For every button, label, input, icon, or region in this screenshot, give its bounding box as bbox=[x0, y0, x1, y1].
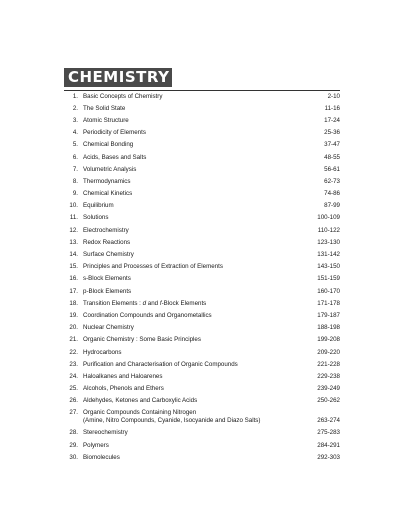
chapter-number: 7. bbox=[72, 165, 78, 173]
toc-entry[interactable] bbox=[64, 166, 340, 178]
chapter-title-line: Solutions bbox=[83, 214, 109, 222]
chapter-title bbox=[83, 141, 310, 149]
chapter-title-line: Equilibrium bbox=[83, 202, 114, 210]
chapter-title-line: The Solid State bbox=[83, 104, 126, 112]
chapter-number: 30. bbox=[69, 453, 78, 461]
chapter-number: 18. bbox=[69, 299, 78, 307]
page-range: 263-274 bbox=[317, 417, 340, 425]
toc-entry[interactable] bbox=[64, 361, 340, 373]
toc-entry[interactable] bbox=[64, 429, 340, 441]
chapter-title bbox=[83, 324, 310, 332]
chapter-title bbox=[83, 202, 310, 210]
chapter-number: 20. bbox=[69, 324, 78, 332]
chapter-number: 9. bbox=[72, 190, 78, 198]
table-of-contents bbox=[64, 88, 340, 466]
toc-entry[interactable] bbox=[64, 385, 340, 397]
page-range: 2-10 bbox=[327, 92, 340, 100]
chapter-title-line: Thermodynamics bbox=[83, 177, 131, 185]
chapter-title-line: Coordination Compounds and Organometallics bbox=[83, 311, 212, 319]
toc-entry[interactable] bbox=[64, 141, 340, 153]
toc-entry[interactable] bbox=[64, 93, 340, 105]
chapter-title bbox=[83, 373, 310, 381]
page-range: 123-130 bbox=[317, 238, 340, 246]
chapter-title-line: Redox Reactions bbox=[83, 238, 131, 246]
chapter-title bbox=[83, 154, 310, 162]
chapter-title bbox=[83, 239, 310, 247]
toc-entry[interactable] bbox=[64, 178, 340, 190]
toc-entry[interactable] bbox=[64, 202, 340, 214]
chapter-title-line: s-Block Elements bbox=[83, 275, 131, 283]
chapter-number: 8. bbox=[72, 177, 78, 185]
chapter-title-line: Biomolecules bbox=[83, 453, 120, 461]
chapter-title bbox=[83, 263, 310, 271]
page-range: 17-24 bbox=[324, 116, 340, 124]
toc-entry[interactable] bbox=[64, 214, 340, 226]
chapter-number: 15. bbox=[69, 263, 78, 271]
chapter-title-line: Acids, Bases and Salts bbox=[83, 153, 147, 161]
toc-entry[interactable] bbox=[64, 397, 340, 409]
chapter-title bbox=[83, 178, 310, 186]
toc-entry[interactable] bbox=[64, 105, 340, 117]
toc-entry[interactable] bbox=[64, 442, 340, 454]
page-range: 25-36 bbox=[324, 129, 340, 137]
chapter-title bbox=[83, 397, 310, 405]
chapter-number: 6. bbox=[72, 153, 78, 161]
chapter-title-line: Haloalkanes and Haloarenes bbox=[83, 372, 163, 380]
chapter-title bbox=[83, 93, 310, 101]
page-range: 292-303 bbox=[317, 453, 340, 461]
toc-entry[interactable] bbox=[64, 154, 340, 166]
toc-entry[interactable] bbox=[64, 263, 340, 275]
chapter-number: 1. bbox=[72, 92, 78, 100]
page-range: 221-228 bbox=[317, 360, 340, 368]
chapter-title-line: Hydrocarbons bbox=[83, 348, 122, 356]
page-range: 11-16 bbox=[324, 104, 340, 112]
chapter-number: 29. bbox=[69, 441, 78, 449]
chapter-number: 17. bbox=[69, 287, 78, 295]
chapter-number: 19. bbox=[69, 311, 78, 319]
chapter-title bbox=[83, 336, 310, 344]
chapter-title bbox=[83, 385, 310, 393]
page-range: 62-73 bbox=[324, 177, 340, 185]
page-range: 229-238 bbox=[317, 372, 340, 380]
chapter-title bbox=[83, 409, 310, 425]
chapter-number: 27. bbox=[69, 409, 78, 417]
chapter-number: 28. bbox=[69, 429, 78, 437]
page-range: 48-55 bbox=[324, 153, 340, 161]
chapter-title-line: Principles and Processes of Extraction of Elements bbox=[83, 263, 223, 271]
chapter-title-line: Purification and Characterisation of Organic Compounds bbox=[83, 360, 238, 368]
page-range: 131-142 bbox=[317, 251, 340, 259]
chapter-subtitle-line: (Amine, Nitro Compounds, Cyanide, Isocyanide and Diazo Salts) bbox=[83, 417, 261, 425]
page-range: 209-220 bbox=[317, 348, 340, 356]
page-range: 284-291 bbox=[317, 441, 340, 449]
chapter-title bbox=[83, 275, 310, 283]
chapter-title-line: Nuclear Chemistry bbox=[83, 324, 134, 332]
chapter-number: 21. bbox=[69, 336, 78, 344]
chapter-title bbox=[83, 117, 310, 125]
chapter-number: 4. bbox=[72, 129, 78, 137]
toc-entry[interactable] bbox=[64, 251, 340, 263]
chapter-number: 16. bbox=[69, 275, 78, 283]
toc-entry[interactable] bbox=[64, 336, 340, 348]
chapter-title bbox=[83, 429, 310, 437]
toc-entry[interactable] bbox=[64, 227, 340, 239]
chapter-title-line: Alcohols, Phenols and Ethers bbox=[83, 385, 164, 393]
chapter-title-line: Chemical Kinetics bbox=[83, 190, 133, 198]
page-range: 188-198 bbox=[317, 324, 340, 332]
page-range: 37-47 bbox=[324, 141, 340, 149]
page-range: 275-283 bbox=[317, 429, 340, 437]
chapter-title-line: Organic Chemistry : Some Basic Principles bbox=[83, 336, 201, 344]
chapter-title bbox=[83, 454, 310, 462]
chapter-title-line: Organic Compounds Containing Nitrogen bbox=[83, 409, 197, 417]
chapter-title bbox=[83, 129, 310, 137]
page-range: 74-86 bbox=[324, 190, 340, 198]
chapter-number: 2. bbox=[72, 104, 78, 112]
toc-entry[interactable] bbox=[64, 349, 340, 361]
title-divider bbox=[64, 90, 340, 91]
toc-entry[interactable] bbox=[64, 190, 340, 202]
chapter-title bbox=[83, 349, 310, 357]
chapter-title bbox=[83, 190, 310, 198]
chapter-title bbox=[83, 105, 310, 113]
toc-list bbox=[64, 93, 340, 466]
chapter-title bbox=[83, 288, 310, 296]
page-range: 250-262 bbox=[317, 397, 340, 405]
page-range: 160-170 bbox=[317, 287, 340, 295]
chapter-title-line: Basic Concepts of Chemistry bbox=[83, 92, 163, 100]
chapter-title bbox=[83, 227, 310, 235]
toc-entry[interactable] bbox=[64, 454, 340, 466]
chapter-number: 3. bbox=[72, 116, 78, 124]
chapter-number: 25. bbox=[69, 385, 78, 393]
chapter-title-line: Periodicity of Elements bbox=[83, 129, 146, 137]
toc-entry[interactable] bbox=[64, 324, 340, 336]
chapter-title bbox=[83, 442, 310, 450]
page-range: 87-99 bbox=[324, 202, 340, 210]
chapter-number: 12. bbox=[69, 226, 78, 234]
chapter-number: 22. bbox=[69, 348, 78, 356]
chapter-title bbox=[83, 361, 310, 369]
page-range: 239-249 bbox=[317, 385, 340, 393]
toc-entry[interactable] bbox=[64, 117, 340, 129]
chapter-title-line: Volumetric Analysis bbox=[83, 165, 137, 173]
page-range: 179-187 bbox=[317, 311, 340, 319]
chapter-title-line: Aldehydes, Ketones and Carboxylic Acids bbox=[83, 397, 198, 405]
toc-entry[interactable] bbox=[64, 373, 340, 385]
chapter-number: 5. bbox=[72, 141, 78, 149]
toc-entry[interactable] bbox=[64, 288, 340, 300]
page-range: 56-61 bbox=[324, 165, 340, 173]
page-range: 171-178 bbox=[317, 299, 340, 307]
chapter-title-line: Surface Chemistry bbox=[83, 251, 134, 259]
chapter-title bbox=[83, 214, 310, 222]
chapter-title-line: Stereochemistry bbox=[83, 429, 128, 437]
chapter-number: 14. bbox=[69, 251, 78, 259]
toc-entry[interactable] bbox=[64, 312, 340, 324]
chapter-number: 23. bbox=[69, 360, 78, 368]
page-range: 151-159 bbox=[317, 275, 340, 283]
chapter-number: 10. bbox=[69, 202, 78, 210]
chapter-number: 13. bbox=[69, 238, 78, 246]
chapter-title-line: p-Block Elements bbox=[83, 287, 132, 295]
page-range: 199-208 bbox=[317, 336, 340, 344]
toc-entry[interactable] bbox=[64, 300, 340, 312]
page-range: 100-109 bbox=[317, 214, 340, 222]
toc-entry[interactable] bbox=[64, 239, 340, 251]
section-title: CHEMISTRY bbox=[64, 68, 172, 87]
page-range: 110-122 bbox=[317, 226, 340, 234]
chapter-title-line: Electrochemistry bbox=[83, 226, 129, 234]
chapter-title-line: Polymers bbox=[83, 441, 109, 449]
chapter-number: 11. bbox=[69, 214, 78, 222]
toc-entry[interactable] bbox=[64, 409, 340, 429]
chapter-title bbox=[83, 166, 310, 174]
chapter-title-line: Transition Elements : d and f-Block Elements bbox=[83, 299, 207, 307]
toc-entry[interactable] bbox=[64, 129, 340, 141]
toc-entry[interactable] bbox=[64, 275, 340, 287]
chapter-title-line: Chemical Bonding bbox=[83, 141, 134, 149]
chapter-number: 24. bbox=[69, 372, 78, 380]
page-range: 143-150 bbox=[317, 263, 340, 271]
chapter-title-line: Atomic Structure bbox=[83, 116, 129, 124]
chapter-title bbox=[83, 300, 310, 308]
chapter-title bbox=[83, 251, 310, 259]
chapter-title bbox=[83, 312, 310, 320]
chapter-number: 26. bbox=[69, 397, 78, 405]
